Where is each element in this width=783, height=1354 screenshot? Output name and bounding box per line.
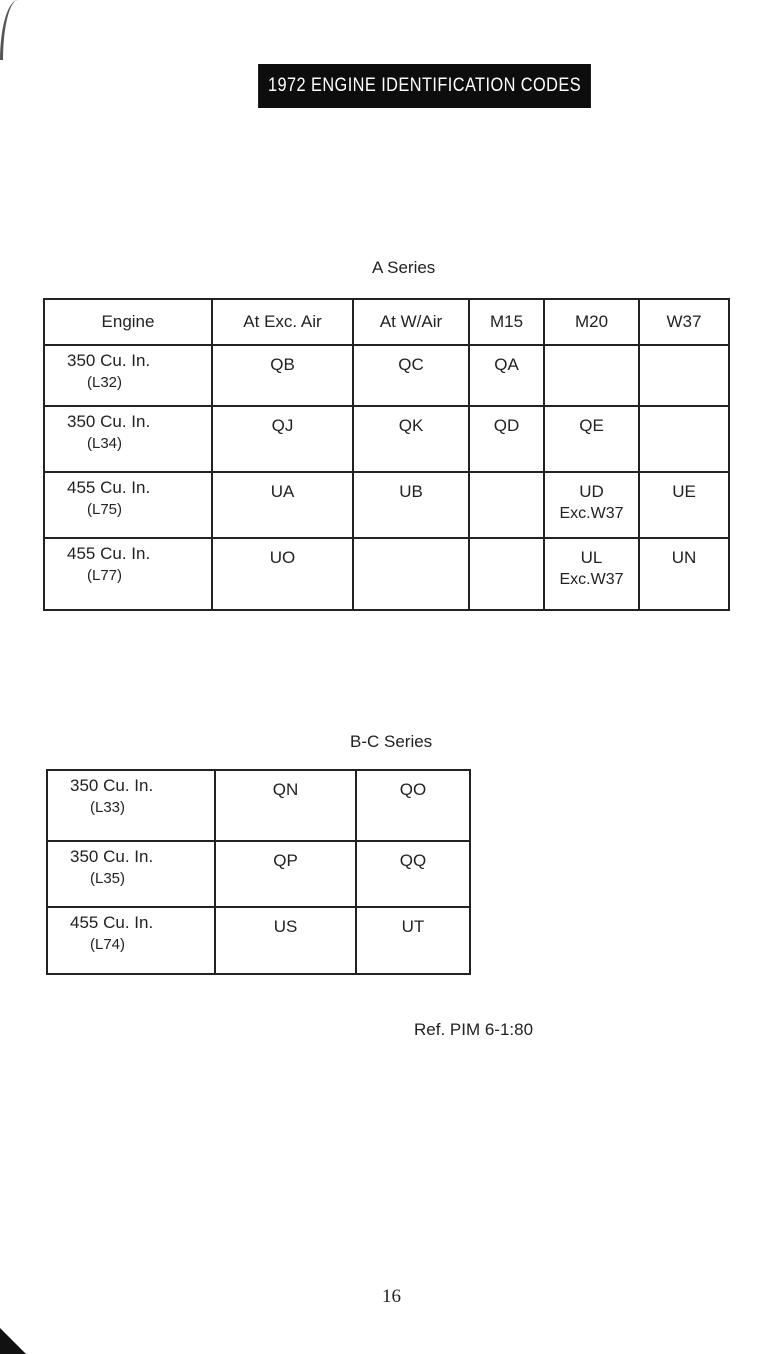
code-cell: [356, 907, 470, 974]
code-cell: [353, 472, 469, 538]
engine-code: (L77): [87, 567, 123, 584]
engine-code: (L35): [90, 870, 126, 887]
code-value: QP: [273, 851, 298, 870]
code-value: UO: [269, 548, 296, 567]
code-value: QN: [272, 780, 299, 799]
table-row: [47, 907, 470, 974]
page-number: 16: [382, 1286, 401, 1307]
table-row: [44, 472, 729, 538]
engine-cell: [47, 841, 215, 907]
column-header-m15: M15: [469, 299, 544, 345]
bc-series-table: [46, 769, 471, 975]
code-cell: [469, 472, 544, 538]
code-cell: [639, 345, 729, 406]
bc-series-caption: B-C Series: [350, 732, 433, 751]
code-cell: [639, 406, 729, 472]
column-header-w37: W37: [639, 299, 729, 345]
code-value: UE: [672, 482, 696, 501]
engine-code: (L34): [87, 435, 123, 452]
code-cell: [544, 472, 639, 538]
page-corner-top: [0, 0, 21, 60]
code-cell: [544, 538, 639, 610]
table-row: [47, 841, 470, 907]
code-cell: [212, 472, 353, 538]
column-header-engine: Engine: [44, 299, 212, 345]
engine-size: 455 Cu. In.: [67, 544, 151, 563]
column-header-at-w-air: At W/Air: [353, 299, 469, 345]
code-value: UB: [399, 482, 423, 501]
table-row: [44, 406, 729, 472]
code-cell: [215, 770, 356, 841]
code-value: US: [273, 917, 298, 936]
code-value: QJ: [271, 416, 294, 435]
code-cell: [356, 770, 470, 841]
engine-size: 350 Cu. In.: [70, 776, 154, 795]
code-value: UT: [401, 917, 425, 936]
engine-code: (L32): [87, 374, 123, 391]
code-cell: [353, 406, 469, 472]
a-series-caption: A Series: [372, 258, 436, 277]
code-cell: [544, 406, 639, 472]
code-note: Exc.W37: [559, 505, 624, 522]
engine-code: (L74): [90, 936, 126, 953]
code-cell: [469, 345, 544, 406]
code-cell: [356, 841, 470, 907]
code-cell: [215, 841, 356, 907]
code-value: QA: [494, 355, 519, 374]
code-value: QO: [399, 780, 427, 799]
column-header-m20: M20: [544, 299, 639, 345]
engine-cell: [44, 406, 212, 472]
a-series-table: [43, 298, 730, 611]
table-row: [44, 538, 729, 610]
code-cell: [212, 345, 353, 406]
engine-cell: [44, 345, 212, 406]
table-row: [47, 770, 470, 841]
code-note: Exc.W37: [559, 571, 624, 588]
page-title: 1972 ENGINE IDENTIFICATION CODES: [258, 64, 591, 108]
code-cell: [469, 406, 544, 472]
engine-code: (L33): [90, 799, 126, 816]
code-cell: [215, 907, 356, 974]
engine-size: 350 Cu. In.: [67, 351, 151, 370]
engine-cell: [44, 472, 212, 538]
column-header-at-exc-air: At Exc. Air: [212, 299, 353, 345]
code-cell: [639, 472, 729, 538]
page-corner-bottom: [0, 1328, 26, 1354]
code-cell: [212, 406, 353, 472]
engine-size: 455 Cu. In.: [67, 478, 151, 497]
engine-cell: [47, 907, 215, 974]
code-cell: [353, 538, 469, 610]
code-value: UN: [671, 548, 697, 567]
engine-size: 350 Cu. In.: [67, 412, 151, 431]
code-value: UA: [270, 482, 295, 501]
code-value: QC: [398, 355, 424, 374]
reference-note: Ref. PIM 6-1:80: [414, 1020, 534, 1039]
table-row: [44, 345, 729, 406]
table-header-row: [44, 299, 729, 345]
code-value: QE: [579, 416, 604, 435]
code-cell: [469, 538, 544, 610]
code-cell: [639, 538, 729, 610]
code-cell: [212, 538, 353, 610]
code-value: QB: [270, 355, 295, 374]
code-value: QQ: [399, 851, 427, 870]
engine-cell: [44, 538, 212, 610]
code-value: UL: [580, 548, 603, 567]
engine-cell: [47, 770, 215, 841]
code-value: QK: [398, 416, 424, 435]
code-value: QD: [493, 416, 520, 435]
code-cell: [353, 345, 469, 406]
code-value: UD: [579, 482, 604, 501]
engine-code: (L75): [87, 501, 123, 518]
engine-size: 350 Cu. In.: [70, 847, 154, 866]
engine-size: 455 Cu. In.: [70, 913, 154, 932]
code-cell: [544, 345, 639, 406]
